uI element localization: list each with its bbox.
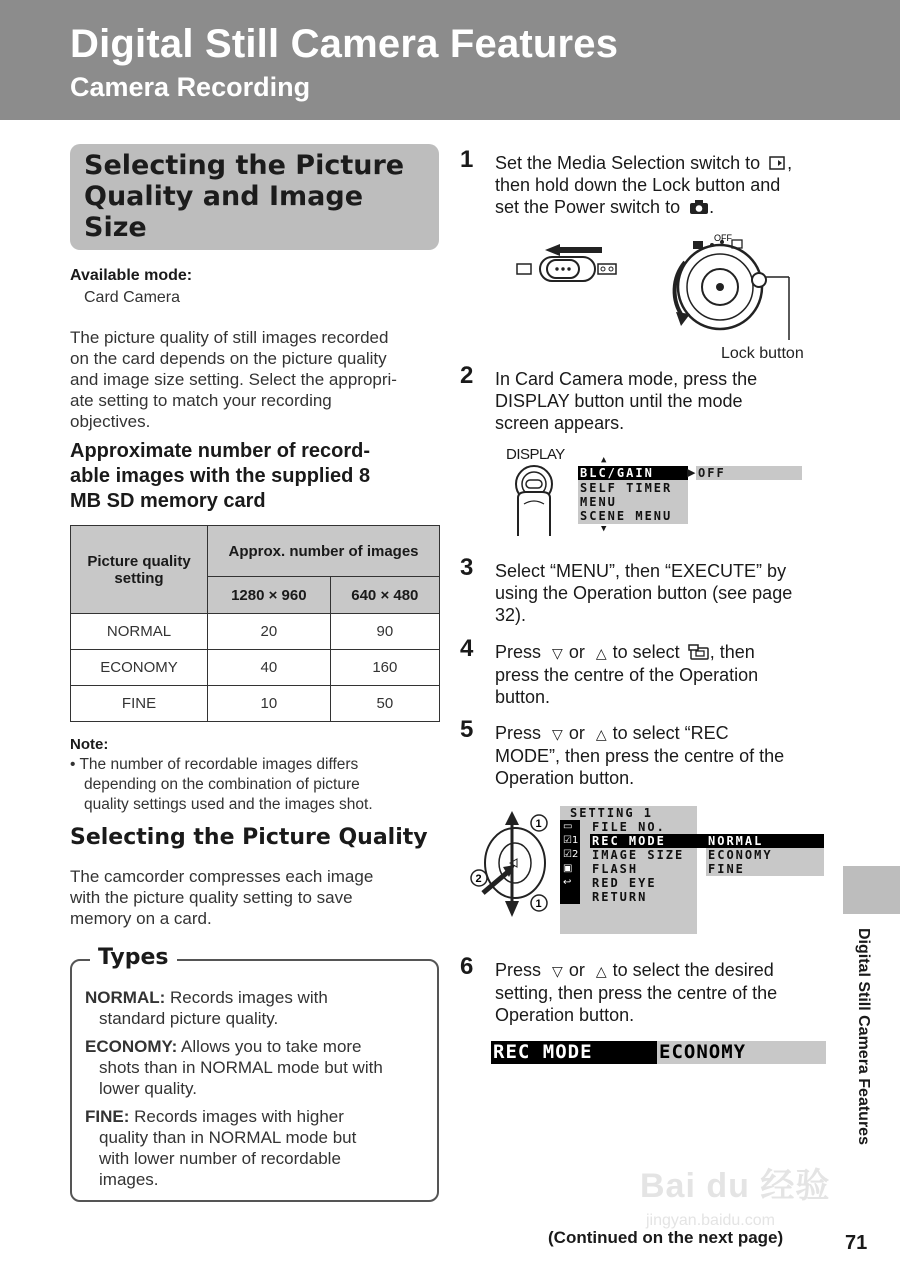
text-word: Press (495, 723, 542, 743)
text-word: to select the desired (612, 960, 774, 980)
text-word: or (568, 723, 585, 743)
step-number: 5 (460, 716, 474, 743)
image-count-table (70, 525, 440, 722)
table-cell: 40 (208, 650, 331, 686)
osd-option: FINE (708, 862, 745, 876)
table-row (71, 614, 440, 650)
rec-mode-bar-label: REC MODE (491, 1041, 657, 1064)
text-word: to select (612, 642, 680, 662)
arrow-down-icon: ▼ (601, 524, 609, 534)
text-line: lower quality. (99, 1079, 197, 1098)
step-3-text (495, 560, 840, 626)
text-line: ate setting to match your recording (70, 391, 332, 410)
type-label: ECONOMY: (85, 1037, 178, 1056)
text-line: The camcorder compresses each image (70, 867, 374, 886)
text-word: , then (709, 642, 755, 662)
side-tab (843, 866, 900, 914)
step-number: 4 (460, 635, 474, 662)
table-cell: ECONOMY (71, 650, 208, 686)
table-cell: FINE (71, 686, 208, 722)
step-number: 6 (460, 953, 474, 980)
step-6-text (495, 959, 840, 1026)
text-line: DISPLAY button until the mode (495, 391, 743, 411)
text-line: shots than in NORMAL mode but with (99, 1058, 383, 1077)
continued-note: (Continued on the next page) (548, 1228, 784, 1247)
step-number: 1 (460, 146, 474, 173)
type-economy (85, 1036, 430, 1099)
text-line: In Card Camera mode, press the (495, 369, 758, 389)
text-line: Allows you to take more (181, 1037, 362, 1056)
table-subheader-640: 640 × 480 (330, 577, 439, 614)
intro-paragraph (70, 327, 397, 432)
table-cell: NORMAL (71, 614, 208, 650)
check-1-icon: ☑1 (563, 835, 579, 846)
section-title-box (70, 144, 439, 250)
text-line: Set the Media Selection switch to (495, 153, 761, 173)
osd-item: SCENE MENU (580, 509, 673, 523)
heading-line: able images with the supplied 8 (70, 465, 371, 487)
text-line: screen appears. (495, 413, 625, 433)
card-media-icon (769, 156, 787, 170)
text-line: using the Operation button (see page (495, 583, 793, 603)
watermark-logo: Bai du 经验 (640, 1167, 831, 1205)
osd-item: IMAGE SIZE (592, 848, 685, 862)
text-line: The picture quality of still images recorded (70, 328, 389, 347)
table-header-count: Approx. number of images (208, 526, 440, 577)
types-title: Types (90, 945, 177, 970)
up-triangle-icon: △ (595, 645, 607, 661)
text-line: with lower number of recordable (99, 1149, 341, 1168)
callout-2: 2 (475, 873, 482, 885)
up-triangle-icon: △ (595, 963, 607, 979)
text-line: button. (495, 687, 551, 707)
osd-settings-title: SETTING 1 (570, 806, 654, 820)
text-line: MODE”, then press the centre of the (495, 746, 785, 766)
rec-mode-bar-value: ECONOMY (657, 1041, 826, 1064)
type-normal (85, 987, 430, 1029)
table-header-setting: Picture quality setting (71, 526, 208, 614)
step-5-text (495, 722, 840, 789)
text-line: setting, then press the centre of the (495, 983, 778, 1003)
osd-value: OFF (696, 466, 802, 480)
heading-line: Approximate number of record- (70, 440, 371, 462)
type-label: FINE: (85, 1107, 130, 1126)
section-title-line: Selecting the Picture (84, 150, 405, 181)
type-label: NORMAL: (85, 988, 166, 1007)
text-line: and image size setting. Select the appropri- (70, 370, 397, 389)
table-cell: 50 (330, 686, 439, 722)
type-fine (85, 1106, 430, 1190)
osd-item: MENU (580, 495, 617, 509)
text-line: • The number of recordable images differs (70, 756, 359, 773)
step-2-text (495, 368, 840, 434)
side-tab-label: Digital Still Camera Features (855, 928, 872, 1145)
text-line: Select “MENU”, then “EXECUTE” by (495, 561, 787, 581)
osd-item: FLASH (592, 862, 639, 876)
section-title-line: Quality and Image (84, 181, 364, 212)
up-triangle-icon: △ (595, 726, 607, 742)
down-triangle-icon: ▽ (552, 726, 563, 742)
text-word: or (568, 642, 585, 662)
text-line: set the Power switch to (495, 197, 681, 217)
page-number: 71 (845, 1232, 868, 1254)
osd-item: RED EYE (592, 876, 657, 890)
media-power-switch-illustration (505, 232, 840, 362)
text-line: then hold down the Lock button and (495, 175, 781, 195)
watermark-url: jingyan.baidu.com (646, 1212, 775, 1229)
text-line: depending on the combination of picture (84, 776, 360, 793)
osd-option-selected: NORMAL (706, 834, 824, 848)
osd-item-selected: BLC/GAIN (578, 466, 688, 480)
table-cell: 160 (330, 650, 439, 686)
text-word: or (568, 960, 585, 980)
lcd-icon: ▣ (563, 863, 573, 874)
page-title: Digital Still Camera Features (70, 22, 619, 66)
text-line: Records images with (170, 988, 328, 1007)
text-line: quality than in NORMAL mode but (99, 1128, 357, 1147)
arrow-up-icon: ▲ (601, 455, 609, 465)
text-line: 32). (495, 605, 527, 625)
step-4-text (495, 641, 840, 708)
step-number: 3 (460, 554, 474, 581)
text-line: images. (99, 1170, 159, 1189)
table-row (71, 686, 440, 722)
picture-quality-heading: Selecting the Picture Quality (70, 825, 428, 850)
step-number: 2 (460, 362, 474, 389)
text-line: quality settings used and the images shot. (84, 796, 373, 813)
osd-item: FILE NO. (592, 820, 666, 834)
available-mode-value: Card Camera (84, 289, 181, 306)
operation-button-illustration (465, 805, 561, 925)
page-subtitle: Camera Recording (70, 72, 311, 102)
types-box (70, 945, 439, 1202)
text-line: standard picture quality. (99, 1009, 279, 1028)
arrow-right-icon: ▶ (687, 467, 696, 479)
note-text (70, 755, 373, 815)
text-line: memory on a card. (70, 909, 212, 928)
table-cell: 20 (208, 614, 331, 650)
note-label: Note: (70, 736, 109, 753)
table-cell: 90 (330, 614, 439, 650)
osd-side-icons (563, 820, 578, 890)
callout-1-top: 1 (535, 818, 542, 830)
osd-option: ECONOMY (708, 848, 773, 862)
table-subheader-1280: 1280 × 960 (208, 577, 331, 614)
card-settings-icon: ▭ (563, 821, 573, 832)
osd-item: RETURN (592, 890, 648, 904)
card-settings-icon (688, 644, 710, 660)
display-button-illustration (506, 464, 576, 539)
camera-icon (689, 199, 709, 215)
text-line: Operation button. (495, 768, 635, 788)
return-icon: ↩ (563, 877, 572, 888)
table-cell: 10 (208, 686, 331, 722)
text-line: Records images with higher (134, 1107, 344, 1126)
text-line: Operation button. (495, 1005, 635, 1025)
callout-1-bottom: 1 (535, 898, 542, 910)
step-1-text: Set the Media Selection switch to , then hold down the Lock button and set the Power switch to . (495, 152, 840, 218)
down-triangle-icon: ▽ (552, 645, 563, 661)
text-line: objectives. (70, 412, 151, 431)
table-row (71, 650, 440, 686)
text-line: with the picture quality setting to save (70, 888, 353, 907)
text-word: to select “REC (612, 723, 729, 743)
compress-paragraph (70, 866, 373, 929)
available-mode-label: Available mode: (70, 267, 193, 284)
text-word: Press (495, 642, 542, 662)
osd-item: SELF TIMER (580, 481, 673, 495)
display-button-label: DISPLAY (506, 446, 565, 463)
power-off-label: OFF (714, 233, 732, 243)
lock-button-label: Lock button (721, 345, 804, 362)
check-2-icon: ☑2 (563, 849, 579, 860)
page-header (0, 0, 900, 120)
text-word: Press (495, 960, 542, 980)
text-line: press the centre of the Operation (495, 665, 759, 685)
text-line: on the card depends on the picture quality (70, 349, 387, 368)
approx-heading (70, 439, 370, 514)
down-triangle-icon: ▽ (552, 963, 563, 979)
section-title-line: Size (84, 212, 147, 243)
heading-line: MB SD memory card (70, 490, 266, 512)
osd-item-selected: REC MODE (590, 834, 707, 848)
